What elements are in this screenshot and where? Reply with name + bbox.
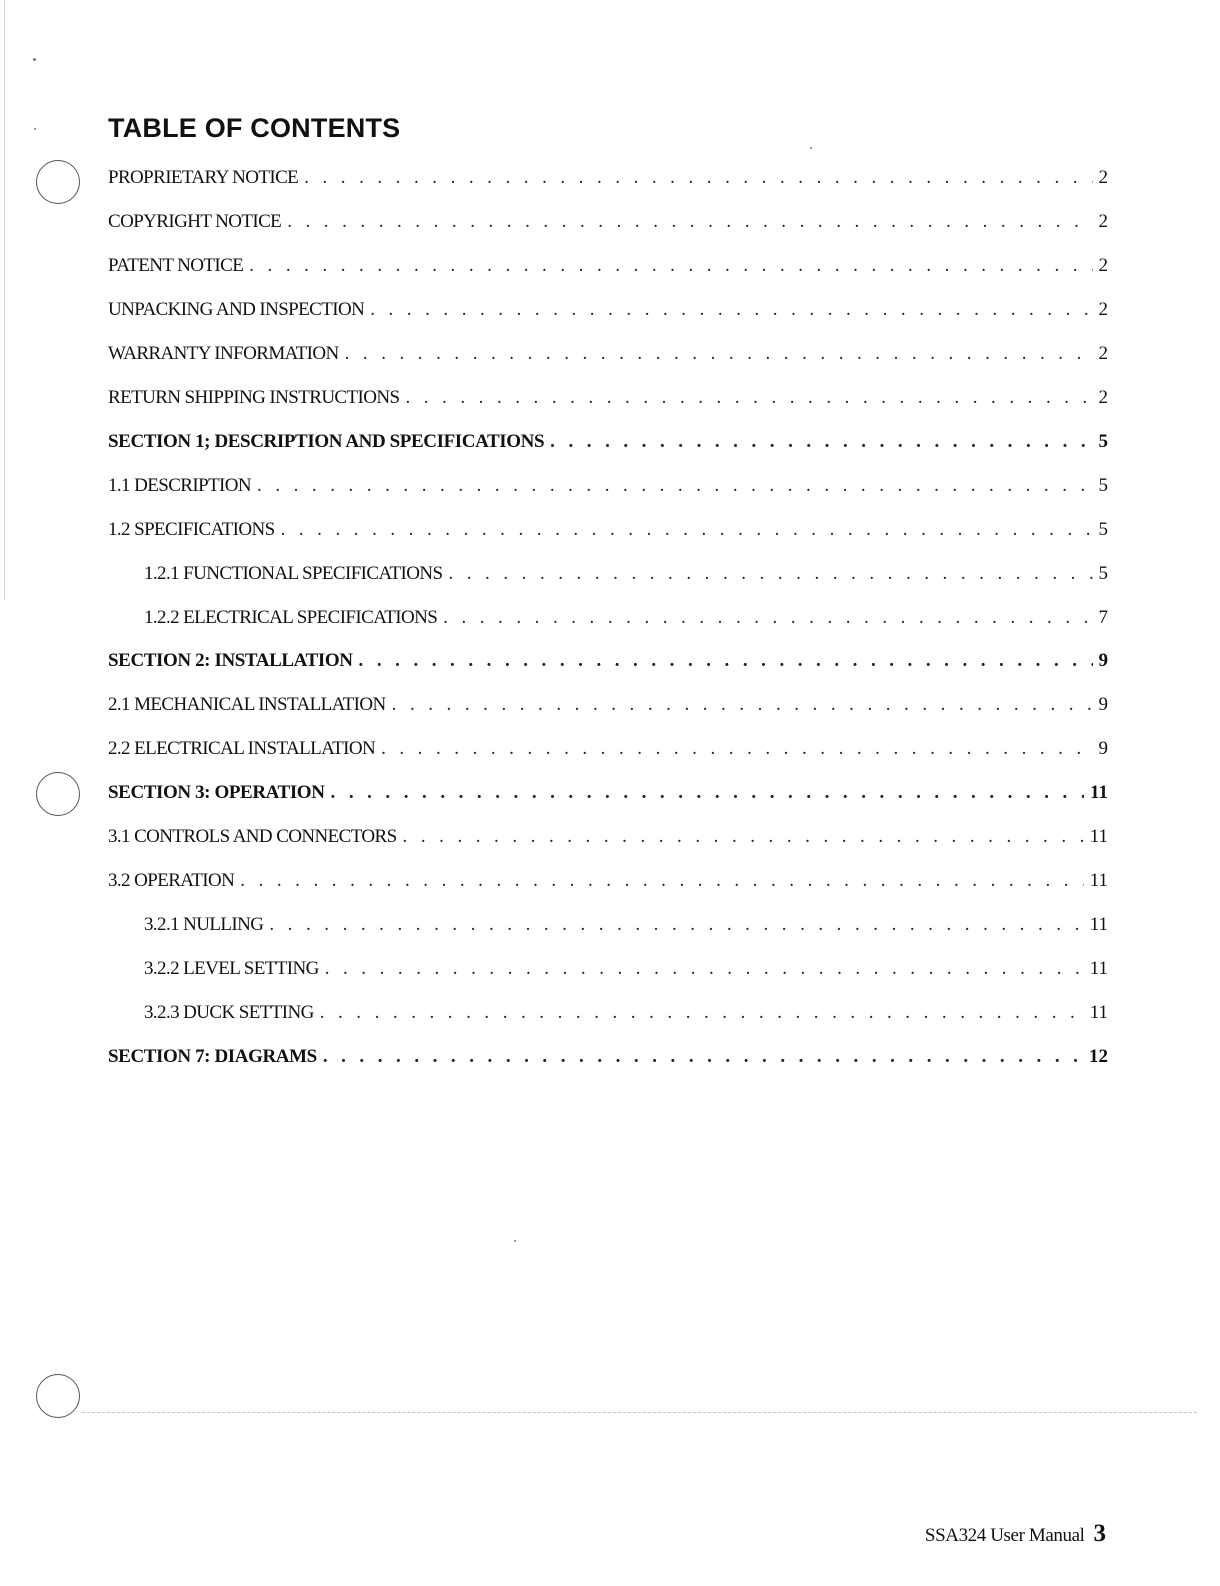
toc-entry-page: 11 — [1090, 782, 1108, 803]
toc-entry-section[interactable] — [108, 1042, 1108, 1072]
toc-entry[interactable] — [108, 690, 1108, 720]
scan-artifact-line — [82, 1412, 1197, 1413]
toc-entry-label: 3.1 CONTROLS AND CONNECTORS — [108, 826, 397, 847]
dot-leader — [381, 734, 1092, 764]
toc-entry-page: 9 — [1098, 738, 1108, 759]
page-title: TABLE OF CONTENTS — [108, 113, 401, 143]
toc-entry-label: 1.2 SPECIFICATIONS — [108, 519, 275, 540]
toc-entry-page: 2 — [1098, 387, 1108, 408]
toc-entry-label: SECTION 3: OPERATION — [108, 782, 325, 803]
toc-entry-subsection[interactable] — [144, 559, 1108, 589]
toc-entry[interactable] — [108, 471, 1108, 501]
toc-entry-label: 3.2.2 LEVEL SETTING — [144, 958, 319, 979]
dot-leader — [325, 954, 1084, 984]
binder-hole-top — [36, 160, 80, 204]
toc-entry-label: RETURN SHIPPING INSTRUCTIONS — [108, 387, 400, 408]
dot-leader — [323, 1042, 1083, 1072]
dot-leader — [331, 778, 1085, 808]
toc-entry-page: 11 — [1089, 914, 1108, 935]
toc-entry-page: 9 — [1098, 650, 1108, 671]
toc-entry[interactable] — [108, 163, 1108, 193]
toc-entry[interactable] — [108, 866, 1108, 896]
dot-leader — [281, 515, 1093, 545]
toc-entry-page: 11 — [1089, 826, 1108, 847]
toc-entry[interactable] — [108, 295, 1108, 325]
toc-entry-label: SECTION 2: INSTALLATION — [108, 650, 353, 671]
dot-leader — [269, 910, 1083, 940]
toc-entry-label: 1.1 DESCRIPTION — [108, 475, 252, 496]
toc-entry-label: PATENT NOTICE — [108, 255, 244, 276]
toc-entry-label: PROPRIETARY NOTICE — [108, 167, 299, 188]
footer-manual-title: SSA324 User Manual — [924, 1525, 1085, 1546]
dot-leader — [392, 690, 1093, 720]
page-footer — [925, 1520, 1106, 1548]
toc-entry-section[interactable] — [108, 427, 1108, 457]
scan-speck — [514, 1240, 516, 1242]
scan-speck — [33, 58, 36, 61]
toc-entry-label: COPYRIGHT NOTICE — [108, 211, 282, 232]
dot-leader — [257, 471, 1092, 501]
toc-entry-section[interactable] — [108, 646, 1108, 676]
toc-entry-page: 2 — [1098, 255, 1108, 276]
toc-entry-label: WARRANTY INFORMATION — [108, 343, 339, 364]
toc-entry-subsection[interactable] — [144, 954, 1108, 984]
toc-entry-subsection[interactable] — [144, 603, 1108, 633]
dot-leader — [240, 866, 1083, 896]
toc-entry-page: 2 — [1098, 211, 1108, 232]
toc-entry-label: SECTION 1; DESCRIPTION AND SPECIFICATIONS — [108, 431, 545, 452]
toc-entry-label: 2.2 ELECTRICAL INSTALLATION — [108, 738, 376, 759]
dot-leader — [550, 427, 1092, 457]
dot-leader — [287, 207, 1092, 237]
dot-leader — [320, 998, 1084, 1028]
toc-entry-label: 3.2 OPERATION — [108, 870, 235, 891]
toc-entry-label: UNPACKING AND INSPECTION — [108, 299, 365, 320]
dot-leader — [370, 295, 1092, 325]
dot-leader — [403, 822, 1084, 852]
dot-leader — [249, 251, 1092, 281]
scan-speck — [34, 128, 36, 130]
toc-entry-page: 11 — [1089, 958, 1108, 979]
toc-entry-label: 2.1 MECHANICAL INSTALLATION — [108, 694, 386, 715]
binder-hole-bottom — [36, 1374, 80, 1418]
page-left-edge — [4, 0, 5, 600]
toc-entry-page: 2 — [1098, 299, 1108, 320]
footer-page-number: 3 — [1093, 1520, 1106, 1547]
toc-entry-page: 5 — [1098, 519, 1108, 540]
toc-entry-label: 3.2.3 DUCK SETTING — [144, 1002, 314, 1023]
toc-entry-label: 1.2.1 FUNCTIONAL SPECIFICATIONS — [144, 563, 443, 584]
dot-leader — [345, 339, 1093, 369]
dot-leader — [448, 559, 1092, 589]
toc-entry-subsection[interactable] — [144, 998, 1108, 1028]
toc-entry-page: 5 — [1098, 431, 1108, 452]
toc-entry-page: 11 — [1089, 1002, 1108, 1023]
toc-entry[interactable] — [108, 339, 1108, 369]
toc-entry[interactable] — [108, 822, 1108, 852]
toc-entry[interactable] — [108, 734, 1108, 764]
dot-leader — [359, 646, 1093, 676]
dot-leader — [443, 603, 1092, 633]
toc-entry[interactable] — [108, 207, 1108, 237]
toc-entry[interactable] — [108, 251, 1108, 281]
toc-entry[interactable] — [108, 383, 1108, 413]
scan-speck — [810, 147, 812, 149]
toc-entry-page: 12 — [1089, 1046, 1108, 1067]
toc-entry[interactable] — [108, 515, 1108, 545]
toc-entry-page: 5 — [1098, 563, 1108, 584]
toc-entry-page: 2 — [1098, 167, 1108, 188]
toc-entry-page: 11 — [1089, 870, 1108, 891]
toc-entry-subsection[interactable] — [144, 910, 1108, 940]
toc-entry-page: 9 — [1098, 694, 1108, 715]
binder-hole-middle — [36, 772, 80, 816]
toc-entry-label: 1.2.2 ELECTRICAL SPECIFICATIONS — [144, 607, 438, 628]
dot-leader — [304, 163, 1092, 193]
toc-entry-label: SECTION 7: DIAGRAMS — [108, 1046, 317, 1067]
toc-entry-section[interactable] — [108, 778, 1108, 808]
dot-leader — [405, 383, 1092, 413]
toc-entry-page: 2 — [1098, 343, 1108, 364]
toc-entry-page: 7 — [1098, 607, 1108, 628]
toc-entry-page: 5 — [1098, 475, 1108, 496]
toc-entry-label: 3.2.1 NULLING — [144, 914, 264, 935]
